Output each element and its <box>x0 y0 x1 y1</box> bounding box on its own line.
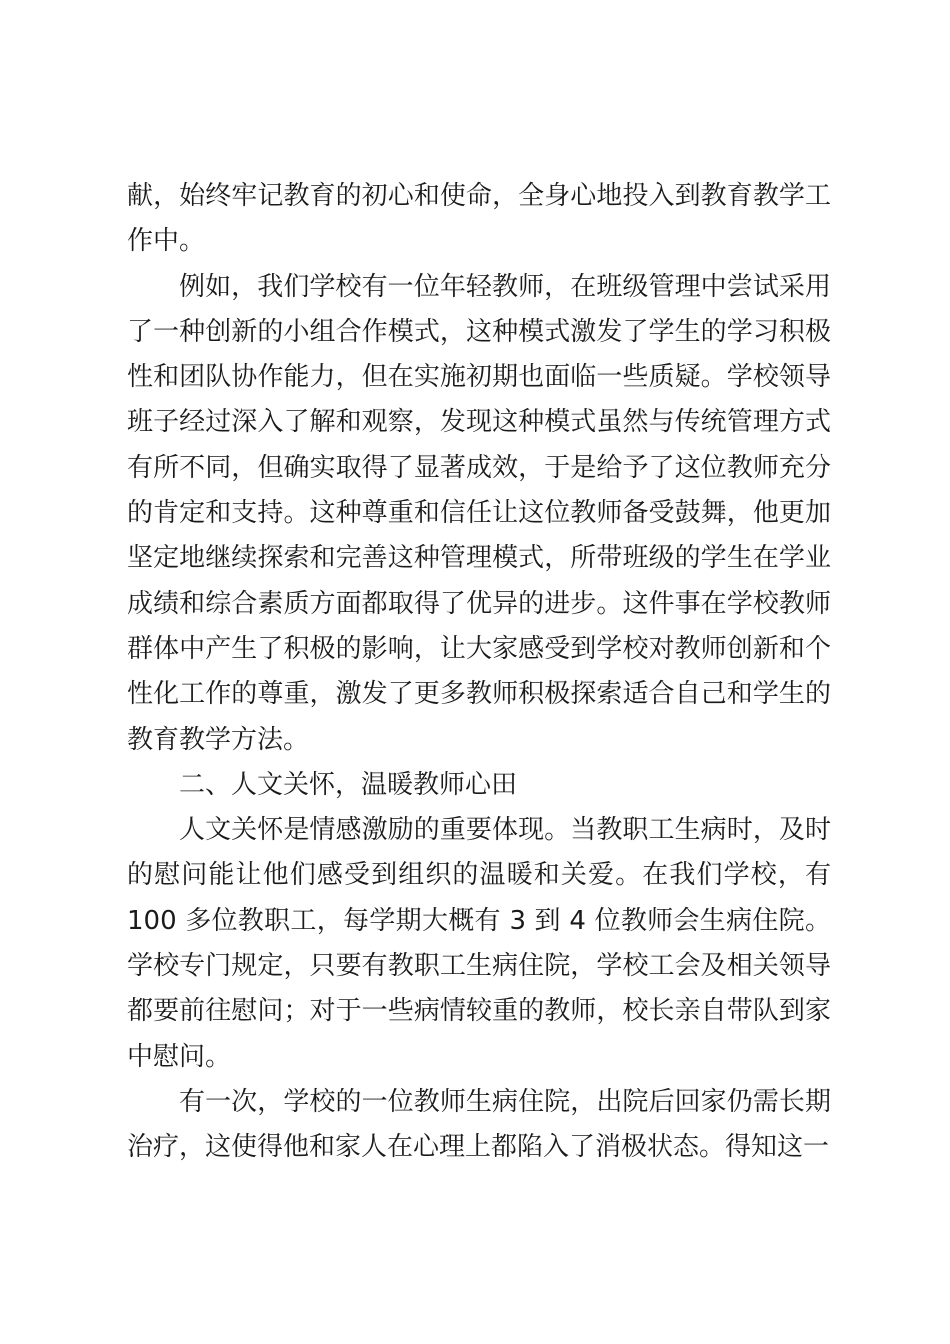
paragraph-anecdote: 有一次，学校的一位教师生病住院，出院后回家仍需长期治疗，这使得他和家人在心理上都陷入了消极状态。得知这一 <box>127 1086 831 1163</box>
paragraph-humanistic-care: 人文关怀是情感激励的重要体现。当教职工生病时，及时的慰问能让他们感受到组织的温暖和关爱。在我们学校，有 100 多位教职工，每学期大概有 3 到 4 位教师会生病住院。学校专门规定，只要有教职工生病住院，学校工会及相关领导都要前往慰问；对于一些病情较重的教师，校长亲自带队到家中慰问。 <box>127 815 831 1072</box>
paragraph-continuation: 献，始终牢记教育的初心和使命，全身心地投入到教育教学工作中。 <box>127 181 831 257</box>
document-body <box>127 174 831 1171</box>
section-heading: 二、人文关怀，温暖教师心田 <box>179 769 518 800</box>
paragraph-example-young-teacher: 例如，我们学校有一位年轻教师，在班级管理中尝试采用了一种创新的小组合作模式，这种模式激发了学生的学习积极性和团队协作能力，但在实施初期也面临一些质疑。学校领导班子经过深入了解和观察，发现这种模式虽然与传统管理方式有所不同，但确实取得了显著成效，于是给予了这位教师充分的肯定和支持。这种尊重和信任让这位教师备受鼓舞，他更加坚定地继续探索和完善这种管理模式，所带班级的学生在学业成绩和综合素质方面都取得了优异的进步。这件事在学校教师群体中产生了积极的影响，让大家感受到学校对教师创新和个性化工作的尊重，激发了更多教师积极探索适合自己和学生的教育教学方法。 <box>127 271 831 755</box>
